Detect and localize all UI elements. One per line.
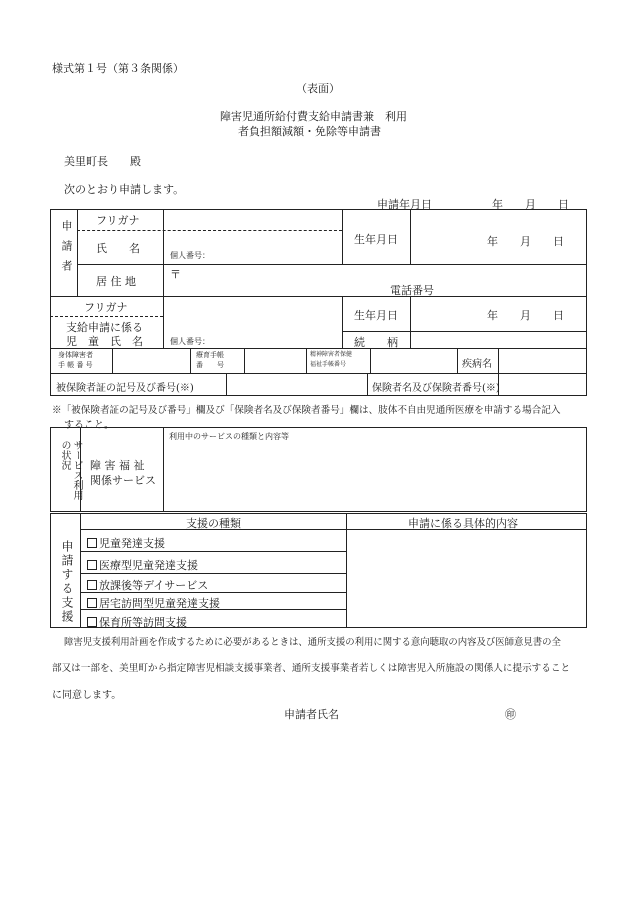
applicant-birth-units: 年 月 日: [487, 235, 564, 248]
note-line1: ※「被保険者証の記号及び番号」欄及び「保険者名及び保険者番号」欄は、肢体不自由児通所医療を申請する場合記入: [52, 405, 561, 416]
child-birth-label: 生年月日: [354, 309, 398, 322]
date-label: 申請年月日: [377, 198, 432, 211]
child-relation-label: 続 柄: [354, 336, 398, 349]
applicant-name-label: 氏 名: [96, 242, 140, 255]
postal-mark: 〒: [170, 268, 181, 281]
seal-mark: ㊞: [505, 708, 516, 721]
support-type-header: 支援の種類: [186, 517, 241, 530]
support-item-label: 保育所等訪問支援: [99, 616, 187, 629]
intro-text: 次のとおり申請します。: [64, 183, 185, 196]
consent-line1: 障害児支援利用計画を作成するために必要があるときは、通所支援の利用に関する意向聴取の内容及び医師意見書の全: [64, 637, 561, 648]
checkbox[interactable]: [87, 580, 97, 590]
support-item-label: 居宅訪問型児童発達支援: [99, 597, 220, 610]
form-title-line1: 障害児通所給付費支給申請書兼 利用: [220, 110, 407, 123]
date-units: 年 月 日: [492, 198, 569, 211]
consent-line3: に同意します。: [52, 690, 122, 701]
applicant-section-label: 申請者: [60, 220, 73, 280]
applicant-furigana-label: フリガナ: [96, 214, 140, 227]
applicant-personal-number-label: 個人番号：: [170, 251, 210, 260]
applicant-birth-label: 生年月日: [354, 233, 398, 246]
service-status-side-label: サービス利用の状況: [59, 440, 82, 500]
signer-label: 申請者氏名: [284, 708, 339, 721]
insurer-label: 保険者名及び保険者番号(※): [372, 383, 500, 394]
checkbox[interactable]: [87, 617, 97, 627]
child-birth-units: 年 月 日: [487, 309, 564, 322]
physical-cert-label-2: 手 帳 番 号: [58, 361, 93, 369]
support-item[interactable]: [87, 595, 220, 611]
note-line2: すること。: [64, 420, 114, 431]
form-title-line2: 者負担額減額・免除等申請書: [238, 125, 381, 138]
support-content-header: 申請に係る具体的内容: [408, 517, 518, 530]
service-category-line2: 関係サービス: [90, 474, 156, 487]
support-item[interactable]: [87, 577, 208, 593]
checkbox[interactable]: [87, 560, 97, 570]
mental-cert-label-2: 福祉手帳番号: [310, 361, 347, 368]
support-item-label: 放課後等デイサービス: [99, 579, 209, 592]
checkbox[interactable]: [87, 538, 97, 548]
service-content-label: 利用中のサービスの種類と内容等: [169, 432, 289, 441]
child-name-label-2: 児 童 氏 名: [66, 335, 143, 348]
checkbox[interactable]: [87, 598, 97, 608]
addressee: 美里町長 殿: [64, 155, 141, 168]
support-item[interactable]: [87, 535, 165, 551]
child-name-label-1: 支給申請に係る: [66, 321, 143, 334]
rehab-cert-label-2: 番 号: [196, 361, 224, 369]
support-item[interactable]: [87, 614, 187, 630]
child-furigana-label: フリガナ: [84, 301, 128, 314]
insured-number-label: 被保険者証の記号及び番号(※): [56, 383, 194, 394]
form-side: （表面）: [296, 82, 340, 95]
child-personal-number-label: 個人番号：: [170, 337, 210, 346]
phone-label: 電話番号: [390, 284, 434, 297]
form-number: 様式第１号（第３条関係）: [52, 62, 184, 75]
service-category-line1: 障 害 福 祉: [90, 459, 145, 472]
support-item[interactable]: [87, 557, 198, 573]
physical-cert-label-1: 身体障害者: [58, 351, 93, 359]
consent-line2: 部又は一部を、美里町から指定障害児相談支援事業者、通所支援事業者若しくは障害児入所施設の関係人に提示すること: [52, 663, 571, 674]
support-item-label: 医療型児童発達支援: [99, 559, 198, 572]
support-item-label: 児童発達支援: [99, 537, 165, 550]
mental-cert-label-1: 精神障害者保健: [310, 351, 353, 358]
rehab-cert-label-1: 療育手帳: [196, 351, 224, 359]
support-side-label: 申請する支援: [60, 540, 74, 624]
applicant-address-label: 居 住 地: [96, 275, 136, 288]
disease-label: 疾病名: [462, 359, 492, 370]
